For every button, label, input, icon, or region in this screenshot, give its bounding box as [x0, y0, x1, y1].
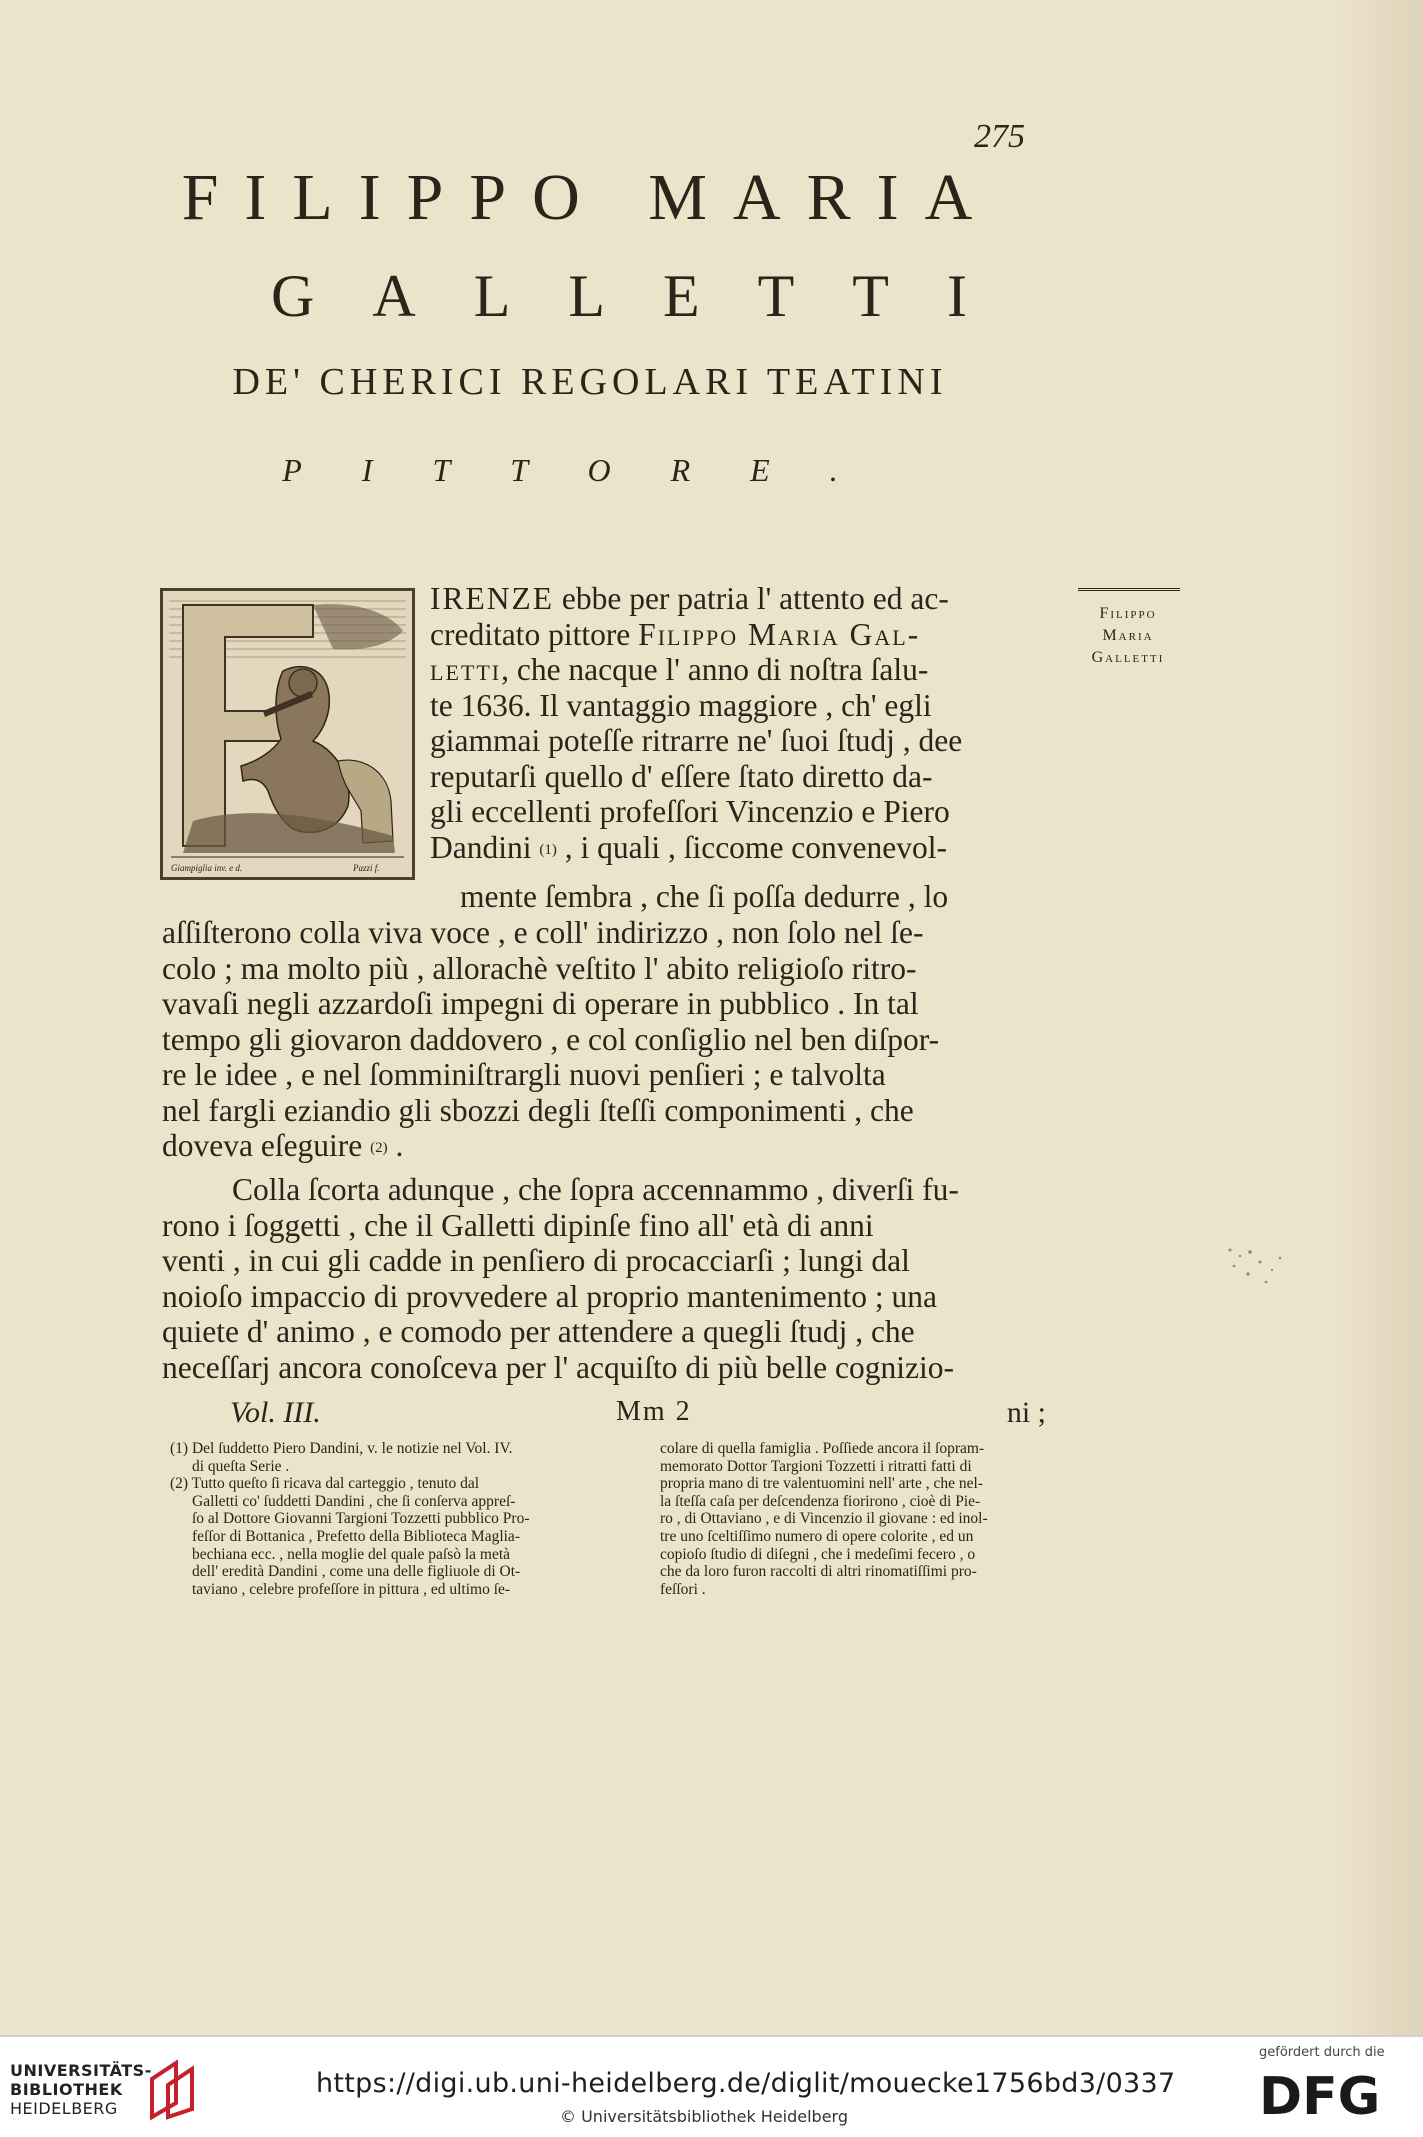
initial-f-engraving	[163, 591, 412, 877]
body-line: vavaſi negli azzardoſi impegni di operare in pubblico . In tal	[162, 986, 919, 1021]
body-line: Colla ſcorta adunque , che ſopra accennammo , diverſi fu-	[232, 1172, 959, 1207]
footnote-line: di queſta Serie .	[192, 1457, 290, 1475]
footnote-line: copioſo ſtudio di diſegni , che i medeſimi fecero , o	[660, 1545, 976, 1563]
title-name-line: FILIPPO MARIA	[181, 161, 999, 234]
footnote-line: (1) Del ſuddetto Piero Dandini, v. le notizie nel Vol. IV.	[170, 1440, 513, 1457]
dfg-logo-text: DFG	[1259, 2067, 1381, 2122]
body-text-wide	[162, 915, 939, 1164]
marginal-rule	[1078, 588, 1180, 595]
engraved-initial-plate	[160, 588, 415, 880]
footnote-ref-2: (2)	[370, 1140, 388, 1157]
ink-speckles	[1220, 1240, 1300, 1300]
footnotes-right-column	[660, 1440, 988, 1598]
signature-mark: Mm 2	[616, 1396, 692, 1427]
page-number: 275	[974, 118, 1025, 155]
body-text-narrow	[430, 581, 1070, 865]
marginal-note-line-3: Galletti	[1091, 649, 1165, 666]
footnote-line: che da loro furon raccolti di altri rinomatiſſimi pro-	[660, 1563, 977, 1581]
body-line: IRENZE ebbe per patria l' attento ed ac-	[430, 581, 949, 616]
viewer-footer	[0, 2035, 1423, 2137]
volume-label: Vol. III.	[230, 1396, 321, 1429]
footnote-line: tre uno ſceltiſſimo numero di opere colorite , ed un	[660, 1527, 974, 1545]
footnote-line: memorato Dottor Targioni Tozzetti i ritratti fatti di	[660, 1457, 972, 1475]
engraving-caption-left: Giampiglia inv. e d.	[171, 863, 243, 873]
dfg-logo-icon[interactable]	[1259, 2066, 1395, 2122]
body-line: reputarſi quello d' eſſere ſtato diretto da-	[430, 758, 933, 794]
marginal-note	[1072, 588, 1184, 669]
title-surname-line: GALLETTI	[271, 263, 1025, 329]
footnote-line: taviano , celebre profeſſore in pittura , ed ultimo ſe-	[192, 1580, 511, 1598]
footnote-line: dell' eredità Dandini , come una delle figliuole di Ot-	[192, 1563, 521, 1581]
library-emblem-icon	[146, 2059, 206, 2121]
catchword: ni ;	[1006, 1396, 1046, 1429]
body-line: tempo gli giovaron daddovero , e col conſiglio nel ben diſpor-	[162, 1021, 940, 1057]
painter-name-smallcaps: Filippo Maria Gal-	[638, 616, 921, 652]
body-line: letti, che nacque l' anno di noſtra ſalu-	[430, 652, 929, 687]
footnote-ref-1: (1)	[539, 841, 557, 858]
footnote-line: feſſor di Bottanica , Prefetto della Biblioteca Maglia-	[192, 1527, 520, 1545]
footnote-line: bechiana ecc. , nella moglie del quale paſsò la metà	[192, 1545, 511, 1563]
body-line: giammai poteſſe ritrarre ne' ſuoi ſtudj , dee	[430, 723, 963, 758]
body-line: colo ; ma molto più , allorachè veſtito l' abito religioſo ritro-	[162, 950, 917, 986]
body-line: nel fargli eziandio gli sbozzi degli ſteſſi componimenti , che	[162, 1092, 914, 1128]
body-line: te 1636. Il vantaggio maggiore , ch' egli	[430, 687, 932, 723]
body-line: quiete d' animo , e comodo per attendere a quegli ſtudj , che	[162, 1314, 915, 1349]
footer-divider	[0, 2035, 1423, 2037]
opening-capitals: IRENZE	[430, 581, 554, 616]
body-line: Dandini (1) , i quali , ſiccome convenevol-	[430, 829, 947, 865]
body-line: rono i ſoggetti , che il Galletti dipinſe fino all' età di anni	[162, 1207, 874, 1243]
footnote-line: ſo al Dottore Giovanni Targioni Tozzetti pubblico Pro-	[192, 1510, 530, 1528]
library-name: UNIVERSITÄTS- BIBLIOTHEK HEIDELBERG	[10, 2061, 152, 2118]
body-line: venti , in cui gli cadde in penſiero di procacciarſi ; lungi dal	[162, 1243, 910, 1278]
body-line: aſſiſterono colla viva voce , e coll' indirizzo , non ſolo nel ſe-	[162, 915, 924, 950]
footnote-line: colare di quella famiglia . Poſſiede ancora il ſopram-	[660, 1440, 985, 1457]
marginal-note-line-1: Filippo	[1099, 605, 1157, 622]
marginal-note-line-2: Maria	[1102, 627, 1154, 644]
footnote-line: propria mano di tre valentuomini nell' arte , che nel-	[660, 1475, 984, 1493]
body-line: noioſo impaccio di provvedere al proprio mantenimento ; una	[162, 1278, 938, 1314]
title-order-line: DE' CHERICI REGOLARI TEATINI	[232, 361, 948, 403]
body-text-mente	[460, 879, 948, 915]
footnote-line: Galletti co' ſuddetti Dandini , che ſi conſerva appreſ-	[192, 1492, 516, 1510]
title-profession-line: PITTORE.	[282, 452, 898, 488]
signature-line	[230, 1396, 1070, 1436]
sponsor-label: gefördert durch die	[1259, 2045, 1385, 2060]
engraving-caption-right: Pazzi f.	[353, 863, 380, 873]
library-logo[interactable]	[10, 2061, 230, 2123]
body-line: doveva eſeguire (2) .	[162, 1128, 404, 1163]
body-paragraph-2	[162, 1172, 959, 1385]
body-line: neceſſarj ancora conoſceva per l' acquiſto di più belle cognizio-	[162, 1349, 954, 1385]
footnote-line: la ſteſſa caſa per deſcendenza fiorirono , cioè di Pie-	[660, 1492, 981, 1510]
body-line: creditato pittore Filippo Maria Gal-	[430, 616, 921, 652]
footnote-line: (2) Tutto queſto ſi ricava dal carteggio , tenuto dal	[170, 1475, 480, 1493]
copyright-notice: © Universitätsbibliothek Heidelberg	[560, 2107, 849, 2126]
body-line: gli eccellenti profeſſori Vincenzio e Piero	[430, 794, 950, 829]
sponsor-block	[1259, 2045, 1401, 2122]
footnote-line: ro , di Ottaviano , e di Vincenzio il giovane : ed inol-	[660, 1510, 988, 1528]
body-line: mente ſembra , che ſi poſſa dedurre , lo	[460, 879, 949, 914]
body-line: re le idee , e nel ſomminiſtrargli nuovi penſieri ; e talvolta	[162, 1057, 886, 1092]
footnotes-left-column	[170, 1440, 529, 1598]
permalink-url[interactable]: https://digi.ub.uni-heidelberg.de/diglit/mouecke1756bd3/0337	[316, 2068, 1176, 2099]
footnote-line: feſſori .	[660, 1580, 706, 1598]
